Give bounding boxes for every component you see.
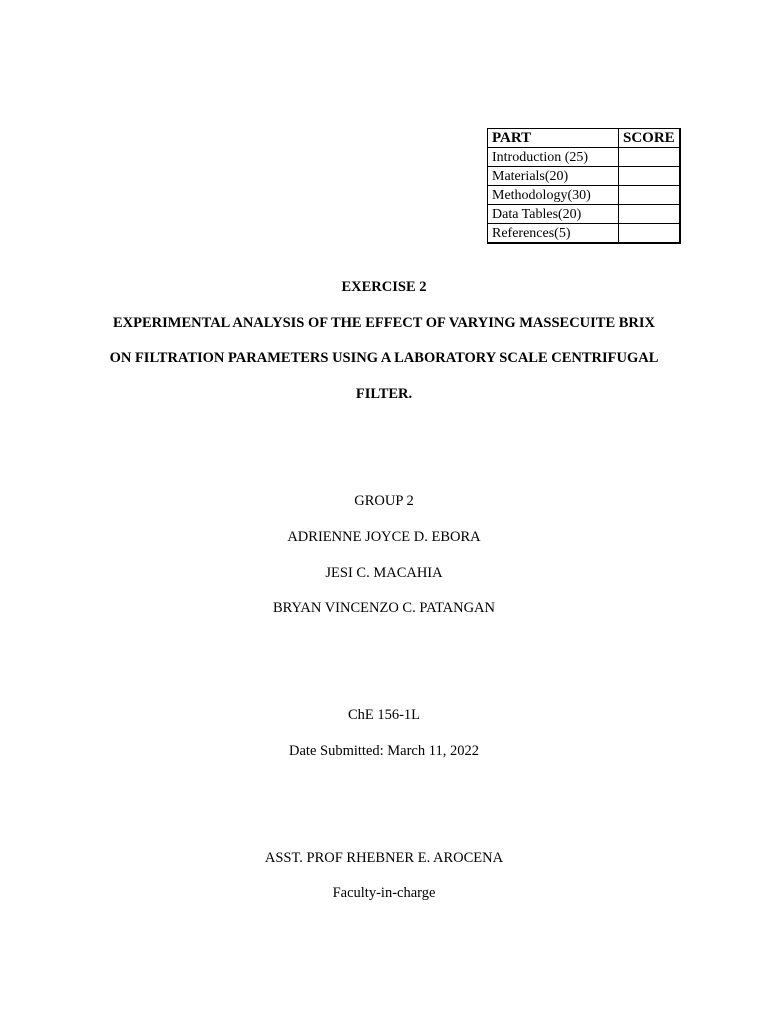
group-member: JESI C. MACAHIA (325, 565, 443, 581)
part-cell: Methodology(30) (488, 186, 619, 205)
score-cell (619, 148, 681, 167)
part-cell: Data Tables(20) (488, 205, 619, 224)
table-row (488, 148, 681, 167)
group-member: ADRIENNE JOYCE D. EBORA (287, 529, 481, 545)
title-line-2: ON FILTRATION PARAMETERS USING A LABORATORY SCALE CENTRIFUGAL (109, 350, 659, 366)
table-row (488, 224, 681, 244)
group-name: GROUP 2 (354, 493, 414, 509)
part-cell: Introduction (25) (488, 148, 619, 167)
title-line-1: EXPERIMENTAL ANALYSIS OF THE EFFECT OF VARYING MASSECUITE BRIX (112, 315, 656, 331)
date-submitted: Date Submitted: March 11, 2022 (289, 743, 479, 759)
score-cell (619, 205, 681, 224)
table-row (488, 167, 681, 186)
group-member: BRYAN VINCENZO C. PATANGAN (272, 600, 495, 616)
table-row (488, 186, 681, 205)
header-score: SCORE (619, 129, 681, 148)
faculty-name: ASST. PROF RHEBNER E. AROCENA (264, 850, 504, 866)
score-cell (619, 167, 681, 186)
faculty-role: Faculty-in-charge (332, 885, 436, 901)
score-table-header-row (488, 129, 681, 148)
score-table (487, 128, 681, 244)
table-row (488, 205, 681, 224)
score-cell (619, 224, 681, 244)
part-cell: Materials(20) (488, 167, 619, 186)
header-part: PART (488, 129, 619, 148)
course-code: ChE 156-1L (347, 707, 421, 723)
part-cell: References(5) (488, 224, 619, 244)
exercise-heading: EXERCISE 2 (341, 279, 427, 295)
title-line-3: FILTER. (355, 386, 413, 402)
score-cell (619, 186, 681, 205)
